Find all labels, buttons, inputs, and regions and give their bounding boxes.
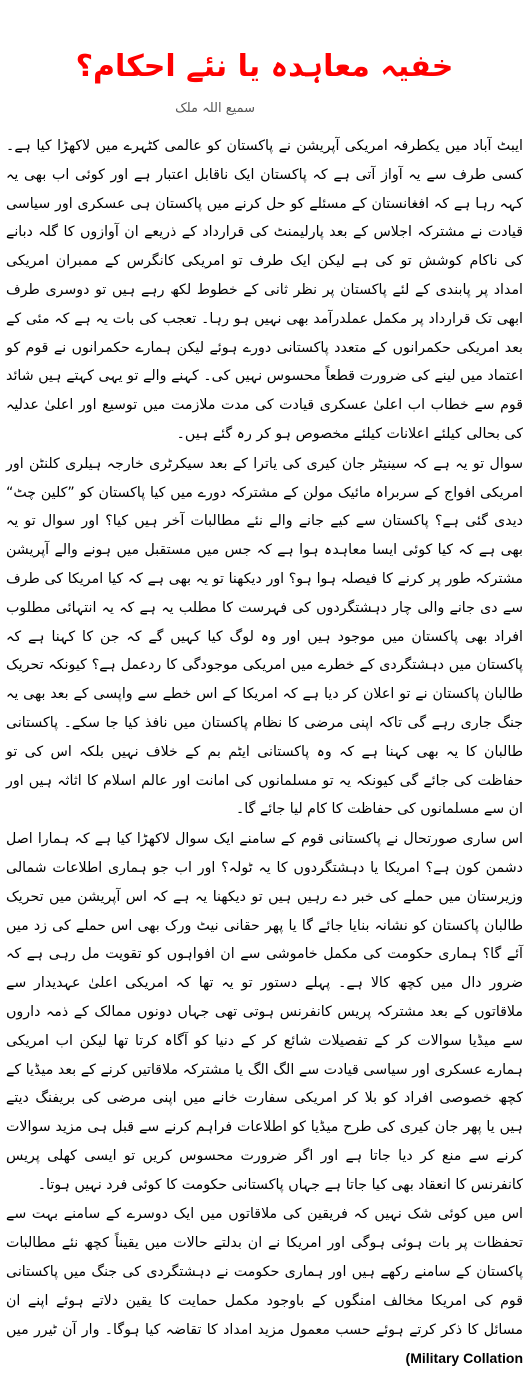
article-paragraph: ایبٹ آباد میں یکطرفہ امریکی آپریشن نے پاکستان کو عالمی کٹہرے میں لاکھڑا کیا ہے۔ کسی طرف سے یہ آواز آتی ہے کہ پاکستان ایک ناقابل اعتبار ہے اور کوئی اب بھی یہ کہہ رہا ہے کہ افغانستان کے مسئلے کو حل کرنے میں پاکستان ہی عسکری اور سیاسی قیادت نے مشترکہ اجلاس کے بعد پارلیمنٹ کی قرارداد کے ذریعے ان آوازوں کا گلہ دبانے کی ناکام کوشش تو کی ہے لیکن ایک طرف تو امریکی کانگرس کے ممبران امریکی امداد پر پابندی کے لئے پاکستان پر نظر ثانی کے خطوط لکھ رہے ہیں تو دوسری طرف ابھی تک قرارداد پر مکمل عملدرآمد بھی نہیں ہو رہا۔ تعجب کی بات یہ ہے کہ مئی کے بعد امریکی حکمرانوں کے متعدد پاکستانی دورے ہوئے لیکن ہمارے حکمرانوں نے قوم کو اعتماد میں لینے کی ضرورت قطعاً محسوس نہیں کی۔ کہنے والے تو یہی کہتے ہیں شائد قوم سے خطاب اب اعلیٰ عسکری قیادت کی مدت ملازمت میں توسیع اور اعلیٰ عدلیہ کی بحالی کیلئے اعلانات کیلئے مخصوص ہو کر رہ گئے ہیں۔ xyxy=(6,138,523,442)
article-paragraph: اس ساری صورتحال نے پاکستانی قوم کے سامنے ایک سوال لاکھڑا کیا ہے کہ ہمارا اصل دشمن کون ہے؟ امریکا یا دہشتگردوں کا یہ ٹولہ؟ اور اب جو ہماری اطلاعات شمالی وزیرستان میں حملے کی خبر دے رہیں ہیں تو دیکھنا یہ ہے کہ اس آپریشن میں تحریک طالبان پاکستان کو نشانہ بنایا جائے گا یا پھر حقانی نیٹ ورک بھی اس حملے کی زد میں آئے گا؟ ہماری حکومت کی مکمل خاموشی سے ان افواہوں کو تقویت مل رہی ہے کہ ضرور دال میں کچھ کالا ہے۔ پہلے دستور تو یہ تھا کہ امریکی اعلیٰ عہدیدار سے ملاقاتوں کے بعد مشترکہ پریس کانفرنس ہوتی تھی جہاں دونوں ممالک کے ذمہ داروں سے میڈیا سوالات کر کے تفصیلات شائع کر کے دنیا کو آگاہ کرتا تھا لیکن اب امریکی ہمارے عسکری اور سیاسی قیادت سے الگ الگ یا مشترکہ ملاقاتیں کرنے کے بعد میڈیا کے کچھ خصوصی افراد کو بلا کر امریکی سفارت خانے میں اپنی مرضی کی بریفنگ دیتے ہیں یا پھر جان کیری کی طرح میڈیا کو اطلاعات فراہم کرنے سے قبل ہی مزید سوالات کرنے سے منع کر دیا جاتا ہے اور اگر ضرورت محسوس کریں تو ایسی کھلی پریس کانفرنس کا انعقاد بھی کیا جاتا ہے جہاں پاکستانی حکومت کا کوئی فرد نہیں ہوتا۔ xyxy=(6,831,523,1193)
latin-term: (Military Collation xyxy=(405,1350,523,1367)
article-paragraph-last xyxy=(6,1200,523,1374)
article-body xyxy=(6,132,523,1374)
article-paragraph-text: اس میں کوئی شک نہیں کہ فریقین کی ملاقاتوں میں ایک دوسرے کے سامنے بہت سے تحفظات پر بات ہوئی ہوگی اور امریکا نے ان بدلتے حالات میں یقیناً کچھ نئے مطالبات پاکستان کے سامنے رکھے ہیں اور ہماری حکومت نے دہشتگردی کی جنگ میں پاکستانی قوم کی امریکا مخالف امنگوں کے باوجود مکمل حمایت کا یقین دلاتے ہوئے اپنے ان مسائل کا ذکر کرتے ہوئے حسب معمول مزید امداد کا تقاضہ کیا ہوگا۔ وار آن ٹیرر میں xyxy=(6,1206,523,1338)
article-headline: خفیہ معاہدہ یا نئے احکام؟ xyxy=(75,49,454,84)
article-paragraph: سوال تو یہ ہے کہ سینیٹر جان کیری کی یاترا کے بعد سیکرٹری خارجہ ہیلری کلنٹن اور امریکی افواج کے سربراہ مائیک مولن کے مشترکہ دورے میں کیا پاکستان کو ”کلین چٹ“ دیدی گئی ہے؟ پاکستان سے کیے جانے والے نئے مطالبات آخر ہیں کیا؟ اور سوال تو یہ بھی ہے کہ کیا کوئی ایسا معاہدہ ہوا ہے کہ جس میں مستقبل میں ہونے والے آپریشن مشترکہ طور پر کرنے کا فیصلہ ہوا ہو؟ اور دیکھنا تو یہ بھی ہے کہ کیا امریکا کی طرف سے دی جانے والی چار دہشتگردوں کی فہرست کا مطلب یہ ہے کہ یہ انتہائی مطلوب افراد بھی پاکستان میں موجود ہیں اور وہ لوگ کیا کہیں گے کہ جن کا کہنا ہے کہ پاکستان میں دہشتگردی کے خطرے میں امریکی موجودگی کا ردعمل ہے؟ کیونکہ تحریک طالبان پاکستان نے تو اعلان کر دیا ہے کہ امریکا کے اس خطے سے واپسی کے بعد بھی یہ جنگ جاری رہے گی تاکہ اپنی مرضی کا نظام پاکستان میں نافذ کیا جا سکے۔ پاکستانی طالبان کا یہ بھی کہنا ہے کہ وہ پاکستانی ایٹم بم کے خلاف نہیں بلکہ اس کی تو حفاظت کی جائے گی کیونکہ یہ تو مسلمانوں کی امانت اور عالم اسلام کا اثاثہ ہیں اور ان سے مسلمانوں کی حفاظت کا کام لیا جائے گا۔ xyxy=(6,455,523,818)
author-byline: سمیع اللہ ملک xyxy=(175,101,255,116)
